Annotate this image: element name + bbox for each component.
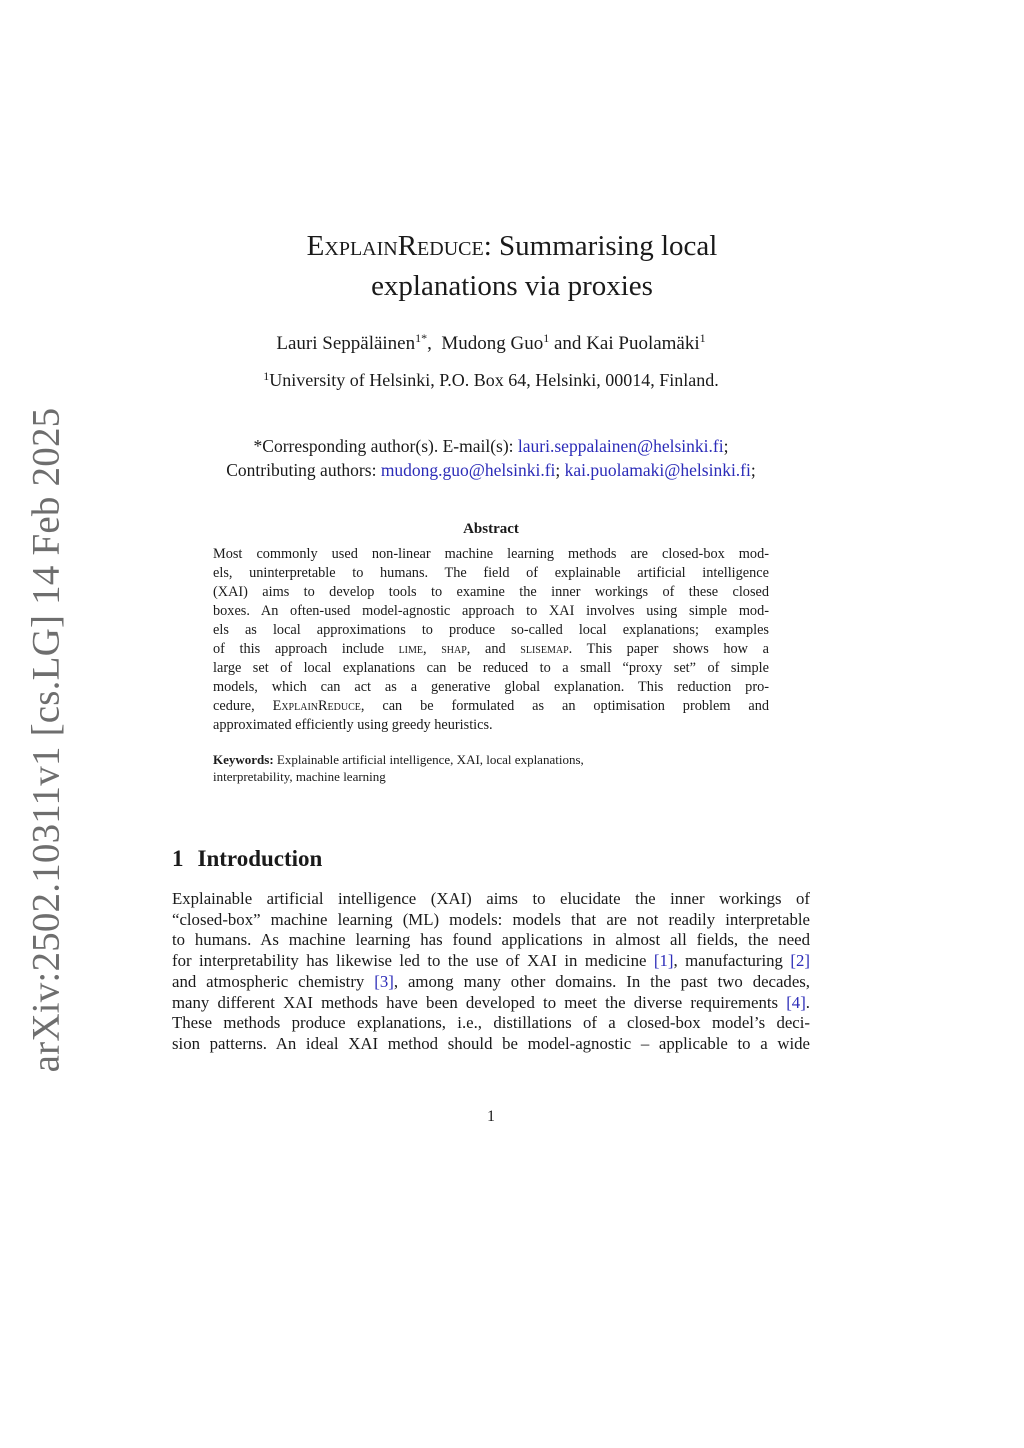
affiliation-mark: 1 xyxy=(263,369,270,383)
author-name: Kai Puolamäki xyxy=(586,333,700,354)
section-number: 1 xyxy=(172,846,184,871)
body-line: These methods produce explanations, i.e., distillations of a closed-box model’s deci- xyxy=(172,1013,810,1033)
abstract-heading: Abstract xyxy=(463,521,519,537)
method-name: ExplainReduce xyxy=(306,230,484,262)
keywords-text: Explainable artificial intelligence, XAI, local explanations, xyxy=(273,752,584,767)
method-name: slisemap xyxy=(520,641,569,657)
separator: ; xyxy=(723,436,729,456)
affiliation xyxy=(0,370,982,391)
text-span: and atmospheric chemistry xyxy=(172,971,375,991)
email-link[interactable]: kai.puolamaki@helsinki.fi xyxy=(564,460,751,480)
abstract-line: els, uninterpretable to humans. The field of explainable artificial intelligence xyxy=(213,565,769,581)
body-line xyxy=(172,951,810,972)
title-line-1 xyxy=(0,226,1024,266)
contributing-authors-line xyxy=(0,458,982,482)
abstract-line: large set of local explanations can be reduced to a small “proxy set” of simple xyxy=(213,660,769,676)
abstract-line: (XAI) aims to develop tools to examine the inner workings of these closed xyxy=(213,584,769,600)
body-line: “closed-box” machine learning (ML) models: models that are not readily interpretable xyxy=(172,909,810,929)
author-name: Mudong Guo xyxy=(441,333,544,354)
text-span: cedure, xyxy=(213,698,273,714)
abstract-line: approximated efficiently using greedy heuristics. xyxy=(213,717,493,733)
citation-link[interactable]: [1] xyxy=(653,951,674,971)
email-link[interactable]: lauri.seppalainen@helsinki.fi xyxy=(517,436,724,456)
text-span: , xyxy=(423,641,442,657)
abstract-line xyxy=(213,640,769,659)
keywords xyxy=(213,751,769,785)
body-line xyxy=(172,972,810,993)
separator: ; xyxy=(750,460,756,480)
contact-block xyxy=(0,434,982,482)
author-affiliation-mark: 1 xyxy=(543,331,550,345)
method-name: ExplainReduce xyxy=(272,698,361,714)
author-affiliation-mark: 1* xyxy=(415,331,428,345)
citation-link[interactable]: [3] xyxy=(374,971,394,991)
arxiv-identifier-stamp: arXiv:2502.10311v1 [cs.LG] 14 Feb 2025 xyxy=(24,407,68,1073)
contributing-label: Contributing authors: xyxy=(226,460,381,480)
text-span: of this approach include xyxy=(213,641,399,657)
text-span: . This paper shows how a xyxy=(568,641,769,657)
page-number: 1 xyxy=(487,1108,495,1125)
text-span: , among many other domains. In the past two decades, xyxy=(393,971,810,991)
body-line: sion patterns. An ideal XAI method should be model-agnostic – applicable to a wide xyxy=(172,1033,810,1053)
citation-link[interactable]: [4] xyxy=(786,992,806,1012)
keywords-label: Keywords: xyxy=(213,752,274,767)
title-line-1-rest: : Summarising local xyxy=(483,230,718,262)
method-name: shap xyxy=(441,641,467,657)
abstract-line: models, which can act as a generative global explanation. This reduction pro- xyxy=(213,679,769,695)
text-span: , can be formulated as an optimisation problem and xyxy=(360,698,769,714)
separator: ; xyxy=(555,460,561,480)
author-name: Lauri Seppäläinen xyxy=(276,333,416,354)
citation-link[interactable]: [2] xyxy=(790,951,810,971)
body-line: Explainable artificial intelligence (XAI) aims to elucidate the inner workings of xyxy=(172,889,810,908)
body-line: to humans. As machine learning has found applications in almost all fields, the need xyxy=(172,930,810,950)
paper-title xyxy=(0,226,1024,306)
author-conjunction: and xyxy=(554,333,582,354)
text-span: . xyxy=(805,992,810,1012)
introduction-body xyxy=(172,889,810,1055)
abstract-line: boxes. An often-used model-agnostic approach to XAI involves using simple mod- xyxy=(213,603,769,619)
affiliation-text: University of Helsinki, P.O. Box 64, Helsinki, 00014, Finland. xyxy=(269,370,719,390)
keywords-line-1 xyxy=(213,751,769,768)
email-link[interactable]: mudong.guo@helsinki.fi xyxy=(380,460,556,480)
abstract-line: els as local approximations to produce so-called local explanations; examples xyxy=(213,622,769,638)
abstract-body xyxy=(213,545,769,735)
abstract-line xyxy=(213,697,769,716)
corresponding-author-line xyxy=(0,434,982,458)
text-span: , manufacturing xyxy=(673,951,791,971)
corresponding-label: *Corresponding author(s). E-mail(s): xyxy=(253,436,518,456)
section-heading xyxy=(172,846,322,872)
text-span: for interpretability has likewise led to the use of XAI in medicine xyxy=(172,951,654,971)
author-affiliation-mark: 1 xyxy=(699,331,706,345)
method-name: lime xyxy=(398,641,424,657)
title-line-2: explanations via proxies xyxy=(371,270,653,302)
section-title: Introduction xyxy=(197,846,323,871)
text-span: , and xyxy=(466,641,521,657)
abstract-line: Most commonly used non-linear machine learning methods are closed-box mod- xyxy=(213,546,769,562)
keywords-line-2: interpretability, machine learning xyxy=(213,769,386,784)
author-list: Lauri Seppäläinen$^{1*}$, Mudong Guo$^1$ and Kai Puolamäki$^1$ xyxy=(276,331,706,354)
body-line xyxy=(172,993,810,1014)
text-span: many different XAI methods have been developed to meet the diverse requirements xyxy=(172,992,787,1012)
